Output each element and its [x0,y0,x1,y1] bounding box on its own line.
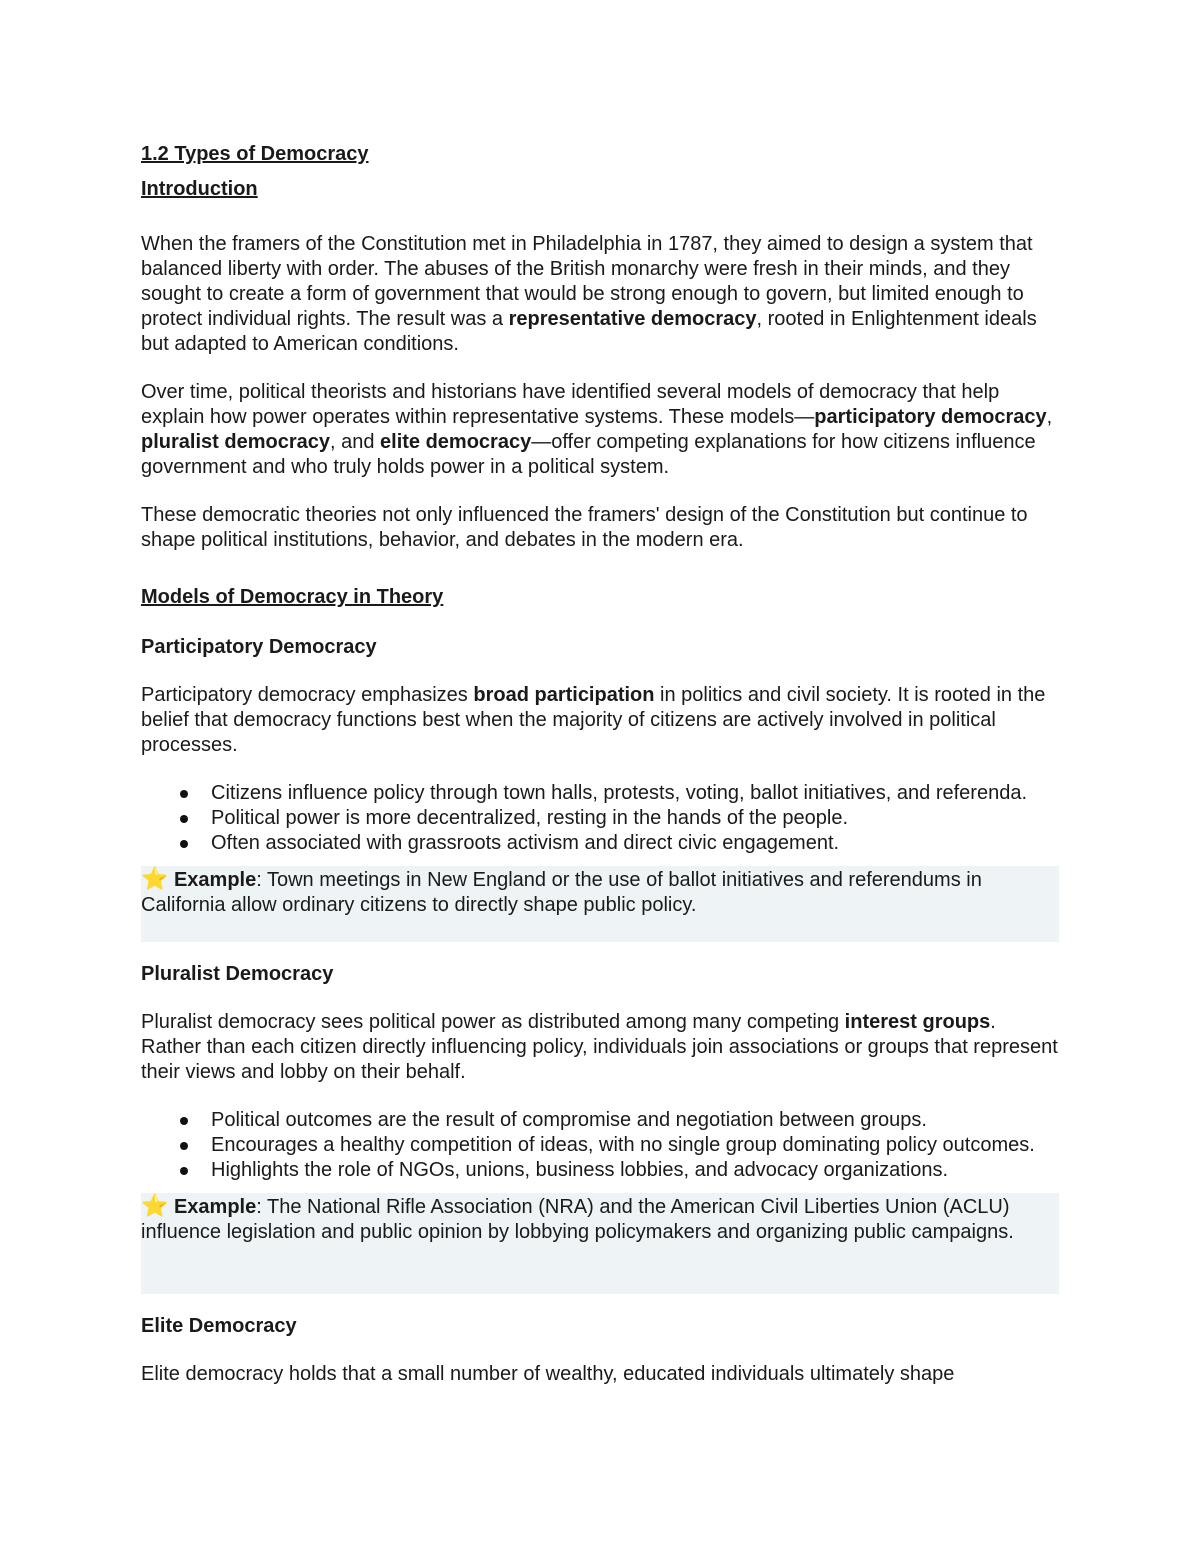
pluralist-paragraph: Pluralist democracy sees political power as distributed among many competing interest groups. Rather than each citizen directly influencing policy, individuals join associations or groups that represent their views and lobby on their behalf. [141,1011,1058,1083]
list-item: Highlights the role of NGOs, unions, business lobbies, and advocacy organizations. [141,1158,1059,1183]
term-participatory-democracy: participatory democracy [814,406,1047,428]
bullet-icon [180,1167,188,1175]
participatory-example-callout [141,866,1059,942]
page-title: 1.2 Types of Democracy [141,143,369,165]
list-item: Encourages a healthy competition of ideas, with no single group dominating policy outcomes. [141,1133,1059,1158]
elite-paragraph: Elite democracy holds that a small number of wealthy, educated individuals ultimately shape [141,1363,955,1385]
term-pluralist-democracy: pluralist democracy [141,431,330,453]
pluralist-example-callout [141,1193,1059,1294]
intro-paragraph-1: When the framers of the Constitution met in Philadelphia in 1787, they aimed to design a system that balanced liberty with order. The abuses of the British monarchy were fresh in their minds, and they sought to create a form of government that would be strong enough to govern, but limited enough to protect individual rights. The result was a representative democracy, rooted in Enlightenment ideals but adapted to American conditions. [141,233,1037,355]
pluralist-bullet-list [141,1108,1059,1183]
bullet-icon [180,815,188,823]
models-heading: Models of Democracy in Theory [141,586,444,608]
introduction-heading: Introduction [141,178,258,200]
star-icon: ⭐ [141,1193,169,1218]
list-item: Often associated with grassroots activism and direct civic engagement. [141,831,1059,856]
intro-paragraph-3: These democratic theories not only influenced the framers' design of the Constitution but continue to shape political institutions, behavior, and debates in the modern era. [141,504,1028,551]
star-icon: ⭐ [141,866,169,891]
bullet-icon [180,790,188,798]
bullet-icon [180,840,188,848]
term-representative-democracy: representative democracy [508,308,757,330]
list-item: Citizens influence policy through town halls, protests, voting, ballot initiatives, and referenda. [141,781,1059,806]
participatory-bullet-list [141,781,1059,856]
term-elite-democracy: elite democracy [380,431,532,453]
participatory-heading: Participatory Democracy [141,636,377,658]
term-interest-groups: interest groups [844,1011,991,1033]
participatory-paragraph: Participatory democracy emphasizes broad participation in politics and civil society. It is rooted in the belief that democracy functions best when the majority of citizens are actively involved in political processes. [141,684,1046,756]
example-text: : The National Rifle Association (NRA) and the American Civil Liberties Union (ACLU) influence legislation and public opinion by lobbying policymakers and organizing public campaigns. [141,1196,1014,1243]
elite-heading: Elite Democracy [141,1315,297,1337]
example-label: Example [173,869,257,891]
list-item: Political outcomes are the result of compromise and negotiation between groups. [141,1108,1059,1133]
pluralist-heading: Pluralist Democracy [141,963,334,985]
document-page [141,140,1059,1410]
example-text: : Town meetings in New England or the use of ballot initiatives and referendums in California allow ordinary citizens to directly shape public policy. [141,869,982,916]
bullet-icon [180,1117,188,1125]
bullet-icon [180,1142,188,1150]
term-broad-participation: broad participation [473,684,655,706]
example-label: Example [173,1196,257,1218]
intro-paragraph-2: Over time, political theorists and historians have identified several models of democracy that help explain how power operates within representative systems. These models—participatory democracy, pluralist democracy, and elite democracy—offer competing explanations for how citizens influence government and who truly holds power in a political system. [141,381,1053,478]
list-item: Political power is more decentralized, resting in the hands of the people. [141,806,1059,831]
